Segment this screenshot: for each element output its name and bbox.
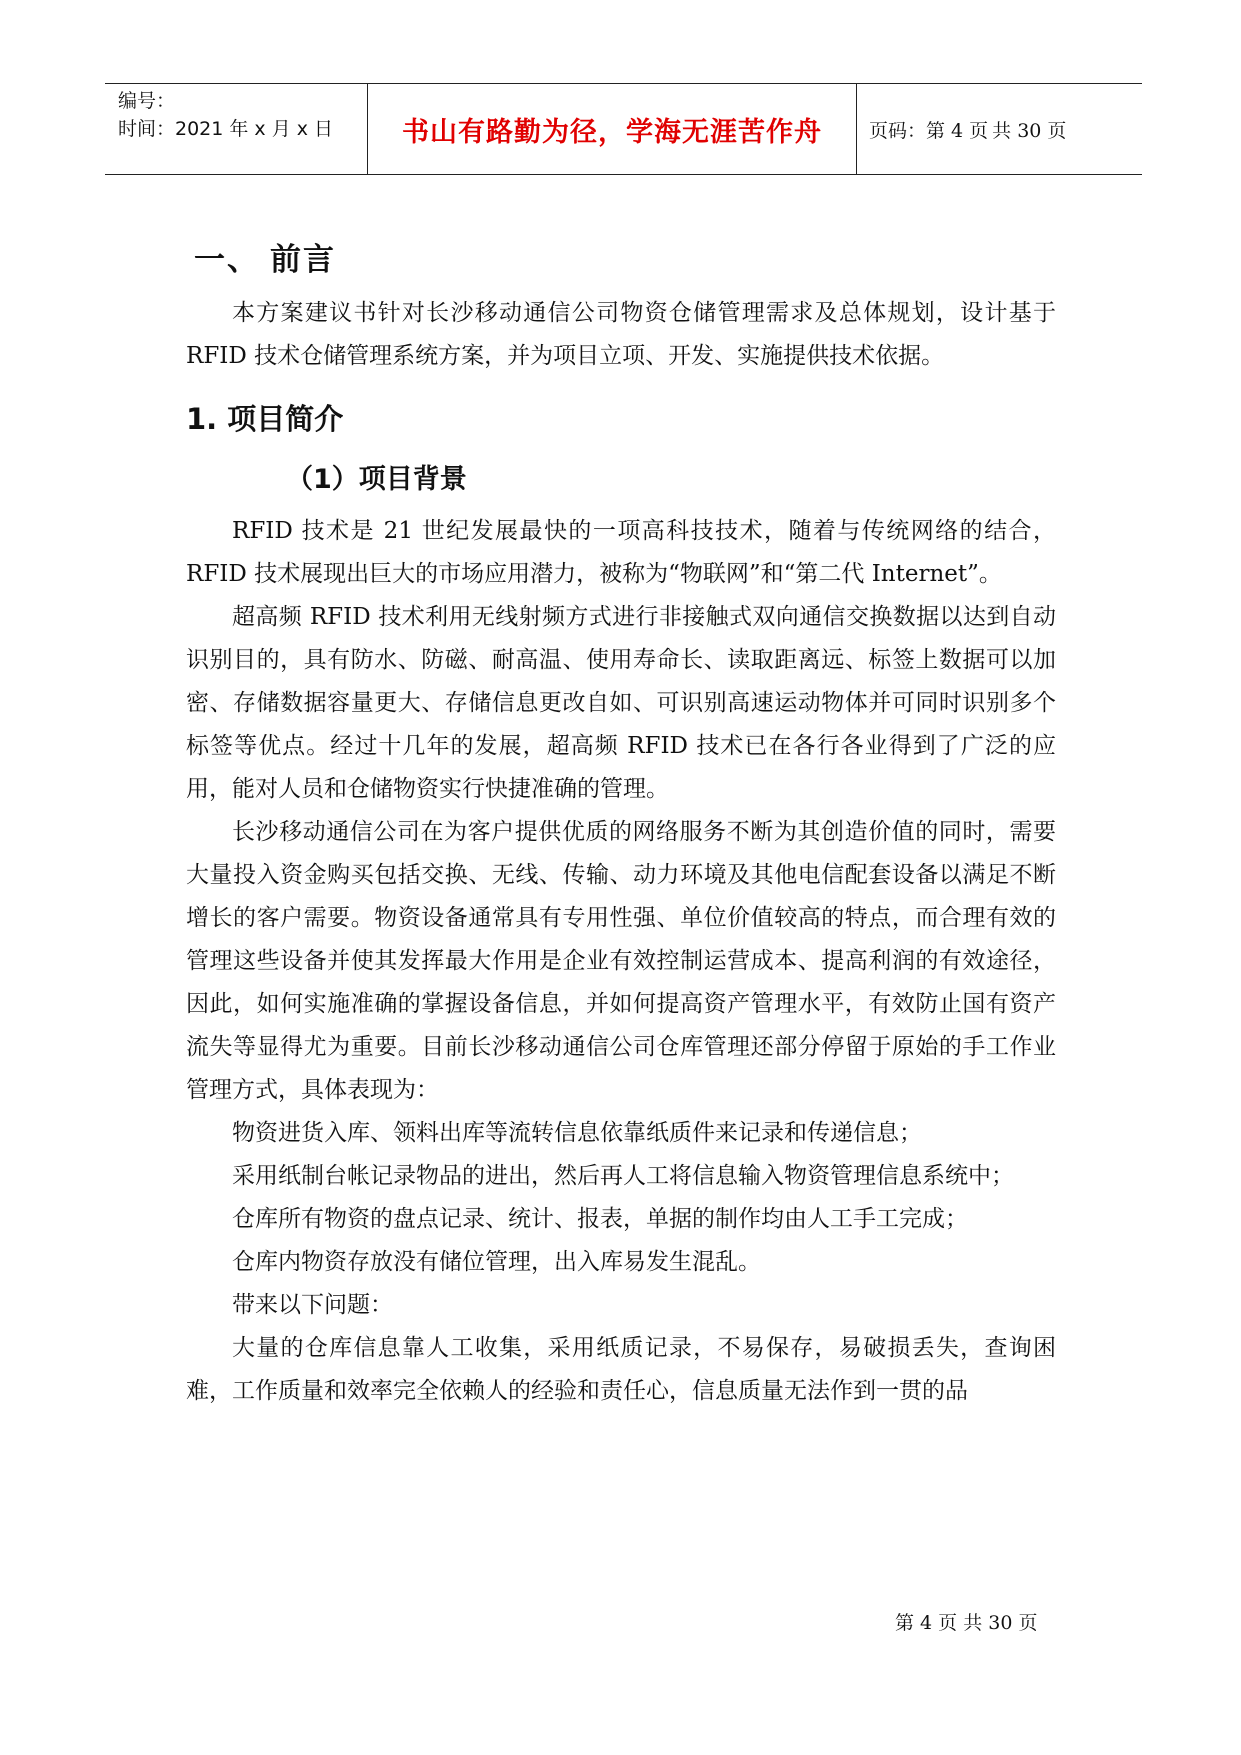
document-time-label: 时间：2021 年 x 月 x 日: [118, 118, 334, 140]
intro-paragraph: 本方案建议书针对长沙移动通信公司物资仓储管理需求及总体规划，设计基于 RFID 技术仓储管理系统方案，并为项目立项、开发、实施提供技术依据。: [186, 300, 1056, 369]
subsection-project-background: （1）项目背景: [286, 464, 467, 495]
header-meta-cell: [105, 84, 368, 174]
body-paragraph: 采用纸制台帐记录物品的进出，然后再人工将信息输入物资管理信息系统中；: [232, 1163, 1014, 1189]
heading-preface-number: 一、: [194, 242, 260, 278]
header-motto: 书山有路勤为径，学海无涯苦作舟: [402, 116, 822, 148]
body-paragraph: 带来以下问题：: [232, 1292, 393, 1318]
document-body: [186, 234, 1056, 1413]
header-page-cell: [857, 84, 1142, 174]
body-paragraph: 长沙移动通信公司在为客户提供优质的网络服务不断为其创造价值的同时，需要大量投入资金购买包括交换、无线、传输、动力环境及其他电信配套设备以满足不断增长的客户需要。物资设备通常具有专用性强、单位价值较高的特点，而合理有效的管理这些设备并使其发挥最大作用是企业有效控制运营成本、提高利润的有效途径，因此，如何实施准确的掌握设备信息，并如何提高资产管理水平，有效防止国有资产流失等显得尤为重要。目前长沙移动通信公司仓库管理还部分停留于原始的手工作业管理方式，具体表现为：: [186, 819, 1056, 1103]
body-paragraph: RFID 技术是 21 世纪发展最快的一项高科技技术，随着与传统网络的结合，RFID 技术展现出巨大的市场应用潜力，被称为“物联网”和“第二代 Internet”。: [186, 518, 1056, 587]
page-header: [105, 83, 1142, 175]
page-footer: 第 4 页 共 30 页: [895, 1612, 1038, 1634]
header-page-number: 页码：第 4 页: [869, 119, 989, 142]
body-paragraph: 物资进货入库、领料出库等流转信息依靠纸质件来记录和传递信息；: [232, 1120, 922, 1146]
body-paragraph: 仓库内物资存放没有储位管理，出入库易发生混乱。: [232, 1249, 761, 1275]
document-number-label: 编号：: [118, 90, 176, 112]
section-project-intro: 1. 项目简介: [186, 402, 344, 436]
body-paragraph: 大量的仓库信息靠人工收集，采用纸质记录，不易保存，易破损丢失，查询困难，工作质量和效率完全依赖人的经验和责任心，信息质量无法作到一贯的品: [186, 1335, 1056, 1404]
header-motto-cell: [368, 84, 857, 174]
heading-preface: [186, 234, 1056, 286]
body-paragraph: 超高频 RFID 技术利用无线射频方式进行非接触式双向通信交换数据以达到自动识别目的，具有防水、防磁、耐高温、使用寿命长、读取距离远、标签上数据可以加密、存储数据容量更大、存储信息更改自如、可识别高速运动物体并可同时识别多个标签等优点。经过十几年的发展，超高频 RFID 技术已在各行各业得到了广泛的应用，能对人员和仓储物资实行快捷准确的管理。: [186, 604, 1056, 802]
heading-preface-text: 前言: [270, 242, 336, 278]
header-page-total: 共 30 页: [992, 119, 1067, 142]
body-paragraph: 仓库所有物资的盘点记录、统计、报表，单据的制作均由人工手工完成；: [232, 1206, 968, 1232]
